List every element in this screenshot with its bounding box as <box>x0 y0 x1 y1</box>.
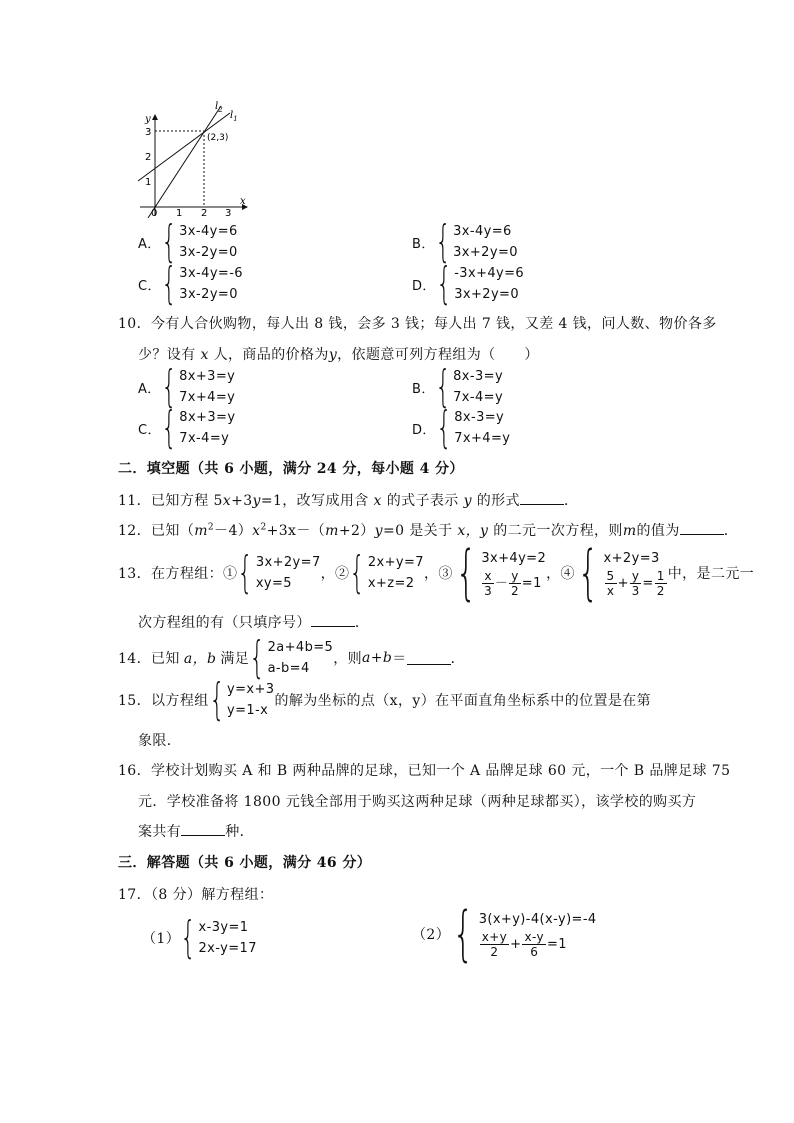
numerator: y <box>511 569 519 583</box>
numerator: x+y <box>481 930 508 944</box>
line-l2 <box>148 106 221 218</box>
answer-blank[interactable] <box>680 522 724 535</box>
left-brace: { <box>436 402 452 453</box>
equation: 3x+2y=0 <box>454 287 520 302</box>
q11 <box>118 490 578 510</box>
text: =1 <box>546 937 567 952</box>
var: x，y <box>457 523 489 539</box>
fraction <box>509 569 521 598</box>
q16-line2: 元．学校准备将 1800 元钱全部用于购买这两种足球（两种足球都买），该学校的购买方 <box>138 794 697 810</box>
numerator: 5 <box>606 569 615 583</box>
text: 的解为坐标的点（x，y）在平面直角坐标系中的位置是在第 <box>274 693 652 709</box>
q17-part2 <box>412 899 597 969</box>
var: m <box>325 523 339 539</box>
equation: x+z=2 <box>367 576 415 591</box>
text: 的形式 <box>476 493 520 509</box>
equation: 7x+4=y <box>454 431 511 446</box>
var: a+b <box>362 650 393 666</box>
answer-blank[interactable] <box>181 823 225 836</box>
q10-option-c <box>138 402 236 453</box>
equation: 8x-3=y <box>453 369 504 384</box>
left-brace: { <box>180 912 197 963</box>
q10-option-b <box>412 361 504 412</box>
tick-label-y3: 3 <box>145 127 152 138</box>
option-label: D． <box>412 422 436 438</box>
part-label: （2） <box>412 927 451 943</box>
q14 <box>118 632 466 683</box>
equation: 3x+2y=7 <box>255 555 321 570</box>
text: 少？设有 <box>138 347 196 363</box>
text: 13．在方程组：① <box>118 566 238 582</box>
y-axis-arrow <box>152 114 158 120</box>
q15 <box>118 674 652 725</box>
text: 12．已知（ <box>118 523 195 539</box>
fraction <box>480 930 509 959</box>
text: 14．已知 <box>118 651 180 667</box>
text: 的式子表示 <box>386 493 459 509</box>
numerator: x-y <box>524 930 544 944</box>
option-label: A． <box>138 236 161 252</box>
q10-line2 <box>138 344 539 364</box>
equation <box>479 930 597 959</box>
text: ，则 <box>333 651 362 667</box>
q12: 12．已知$(m^2-4)x^2+3x-(m+2)y=0$ 是关于 x，y 的二元一次方程，则m的值为 ． <box>118 522 739 539</box>
option-label: A． <box>138 381 161 397</box>
left-brace: { <box>161 258 177 309</box>
line-l2-label: $l_2$ <box>215 101 223 114</box>
text: =1 <box>521 576 542 591</box>
point-label: (2,3) <box>207 133 229 143</box>
var: x <box>252 523 261 539</box>
option-label: D． <box>412 278 436 294</box>
equation: y=1-x <box>227 703 269 718</box>
q16-line3 <box>138 821 254 841</box>
q15-line2: 象限． <box>138 733 182 749</box>
operator: + <box>617 576 629 591</box>
denominator: 2 <box>490 945 499 959</box>
var: y <box>463 493 472 509</box>
text: +3 <box>231 493 253 509</box>
left-brace: { <box>237 547 254 598</box>
equation: 3x-2y=0 <box>179 287 238 302</box>
text: 人，商品的价格为 <box>213 347 329 363</box>
operator: + <box>510 937 522 952</box>
equation: 3x-4y=6 <box>179 224 238 239</box>
part-label: （1） <box>142 931 181 947</box>
equation <box>481 569 546 598</box>
fraction <box>522 930 546 959</box>
equation: 2x-y=17 <box>198 941 257 956</box>
left-brace: { <box>452 899 475 969</box>
equation: 2x+y=7 <box>367 555 424 570</box>
x-axis-label: x <box>240 196 246 207</box>
tick-label-x3: 3 <box>225 208 232 218</box>
left-brace: { <box>435 216 451 267</box>
var: x <box>373 493 382 509</box>
left-brace: { <box>349 547 366 598</box>
text: ，④ <box>546 566 575 582</box>
coordinate-graph <box>130 98 250 218</box>
operator: = <box>642 576 654 591</box>
equation: x+2y=3 <box>603 551 660 566</box>
tick-label-x2: 2 <box>201 208 208 218</box>
var: a，b <box>183 651 217 667</box>
q9-option-c <box>138 258 243 309</box>
denominator: 6 <box>530 945 539 959</box>
text: －4） <box>214 523 253 539</box>
text: 的值为 <box>636 523 680 539</box>
answer-blank[interactable] <box>520 492 564 505</box>
denominator: 2 <box>511 584 520 598</box>
text: 的二元一次方程，则 <box>493 523 623 539</box>
numerator: y <box>631 569 640 583</box>
numerator: x <box>484 569 492 583</box>
q17-part1 <box>142 912 257 963</box>
text: =0 是关于 <box>382 523 453 539</box>
left-brace: { <box>436 258 452 309</box>
equation: a-b=4 <box>267 661 310 676</box>
text: ，③ <box>423 566 453 582</box>
text: 案共有 <box>138 824 182 840</box>
text: 11．已知方程 5 <box>118 493 223 509</box>
var: m <box>622 523 637 539</box>
q10-line1: 10．今有人合伙购物，每人出 8 钱，会多 3 钱；每人出 7 钱，又差 4 钱，问人数、物价各多 <box>118 316 717 332</box>
left-brace: { <box>161 361 177 412</box>
equation: xy=5 <box>255 576 292 591</box>
answer-blank[interactable] <box>407 652 451 665</box>
q10-option-d <box>412 402 511 453</box>
left-brace: { <box>455 538 477 608</box>
equation: 3x+4y=2 <box>481 551 547 566</box>
equation <box>604 569 668 598</box>
line-l1-label: $l_1$ <box>230 110 238 123</box>
answer-blank[interactable] <box>311 614 355 627</box>
numerator: 1 <box>656 569 665 583</box>
q9-option-d <box>412 258 525 309</box>
text: +2） <box>338 523 375 539</box>
equation: y=x+3 <box>227 682 275 697</box>
left-brace: { <box>161 402 177 453</box>
denominator: 2 <box>656 584 665 598</box>
equation: 2a+4b=5 <box>267 640 334 655</box>
q16-line1: 16．学校计划购买 A 和 B 两种品牌的足球，已知一个 A 品牌足球 60 元，一个 B 品牌足球 75 <box>118 763 731 779</box>
q9-option-b <box>412 216 518 267</box>
equation: 3x-4y=-6 <box>179 266 243 281</box>
q13 <box>118 538 755 608</box>
text: ＝ <box>392 651 407 667</box>
fraction <box>482 569 494 598</box>
tick-label-x1: 1 <box>176 208 183 218</box>
option-label: B． <box>412 236 435 252</box>
equation: 8x-3=y <box>454 410 505 425</box>
fraction <box>655 569 667 598</box>
line-l1 <box>138 113 230 181</box>
q17-title: 17．（8 分）解方程组： <box>118 887 274 903</box>
q10-option-a <box>138 361 236 412</box>
y-axis-label: y <box>145 114 151 125</box>
var: y <box>252 493 261 509</box>
text: ，② <box>320 566 350 582</box>
option-label: C． <box>138 278 161 294</box>
exponent: 2 <box>207 522 215 533</box>
exponent: 2 <box>260 522 267 533</box>
text: +3x－（ <box>266 523 326 539</box>
equation: 7x+4=y <box>179 390 236 405</box>
text: 满足 <box>220 651 250 667</box>
var: x <box>222 493 232 509</box>
left-brace: { <box>161 216 177 267</box>
equation: 7x-4=y <box>179 431 230 446</box>
option-label: C． <box>138 422 161 438</box>
var: m <box>194 523 208 539</box>
tick-label-y1: 1 <box>145 177 152 188</box>
operator: － <box>494 576 509 591</box>
q13-line2 <box>138 612 369 632</box>
option-label: B． <box>412 381 435 397</box>
fraction <box>630 569 642 598</box>
text: ． <box>563 493 579 509</box>
q9-option-a <box>138 216 238 267</box>
text: 种． <box>225 824 255 840</box>
denominator: 3 <box>631 584 640 598</box>
equation: 8x+3=y <box>179 369 236 384</box>
var: y <box>328 347 338 363</box>
tick-label-x0: 0 <box>151 208 158 218</box>
text: 中，是二元一 <box>667 566 755 582</box>
text: ． <box>354 615 370 631</box>
equation: 3(x+y)-4(x-y)=-4 <box>478 912 597 927</box>
text: =1，改写成用含 <box>260 493 369 509</box>
text: ． <box>450 651 466 667</box>
left-brace: { <box>209 674 225 725</box>
section-heading-fill-in: 二．填空题（共 6 小题，满分 24 分，每小题 4 分） <box>118 461 464 477</box>
left-brace: { <box>577 538 599 608</box>
equation: 8x+3=y <box>179 410 236 425</box>
section-heading-solutions: 三．解答题（共 6 小题，满分 46 分） <box>118 855 372 871</box>
left-brace: { <box>435 361 451 412</box>
fraction <box>605 569 617 598</box>
text: 次方程组的有（只填序号） <box>138 615 311 631</box>
text: ． <box>723 523 739 539</box>
equation: -3x+4y=6 <box>454 266 525 281</box>
text: ，依题意可列方程组为（ ） <box>337 347 539 363</box>
var: x <box>200 347 209 363</box>
equation: 3x-2y=0 <box>179 245 238 260</box>
equation: 7x-4=y <box>453 390 504 405</box>
denominator: x <box>606 584 615 598</box>
tick-label-y2: 2 <box>145 152 152 163</box>
denominator: 3 <box>484 584 493 598</box>
left-brace: { <box>249 632 266 683</box>
equation: x-3y=1 <box>198 920 249 935</box>
equation: 3x-4y=6 <box>453 224 512 239</box>
equation: 3x+2y=0 <box>453 245 518 260</box>
text: 15．以方程组 <box>118 693 209 709</box>
